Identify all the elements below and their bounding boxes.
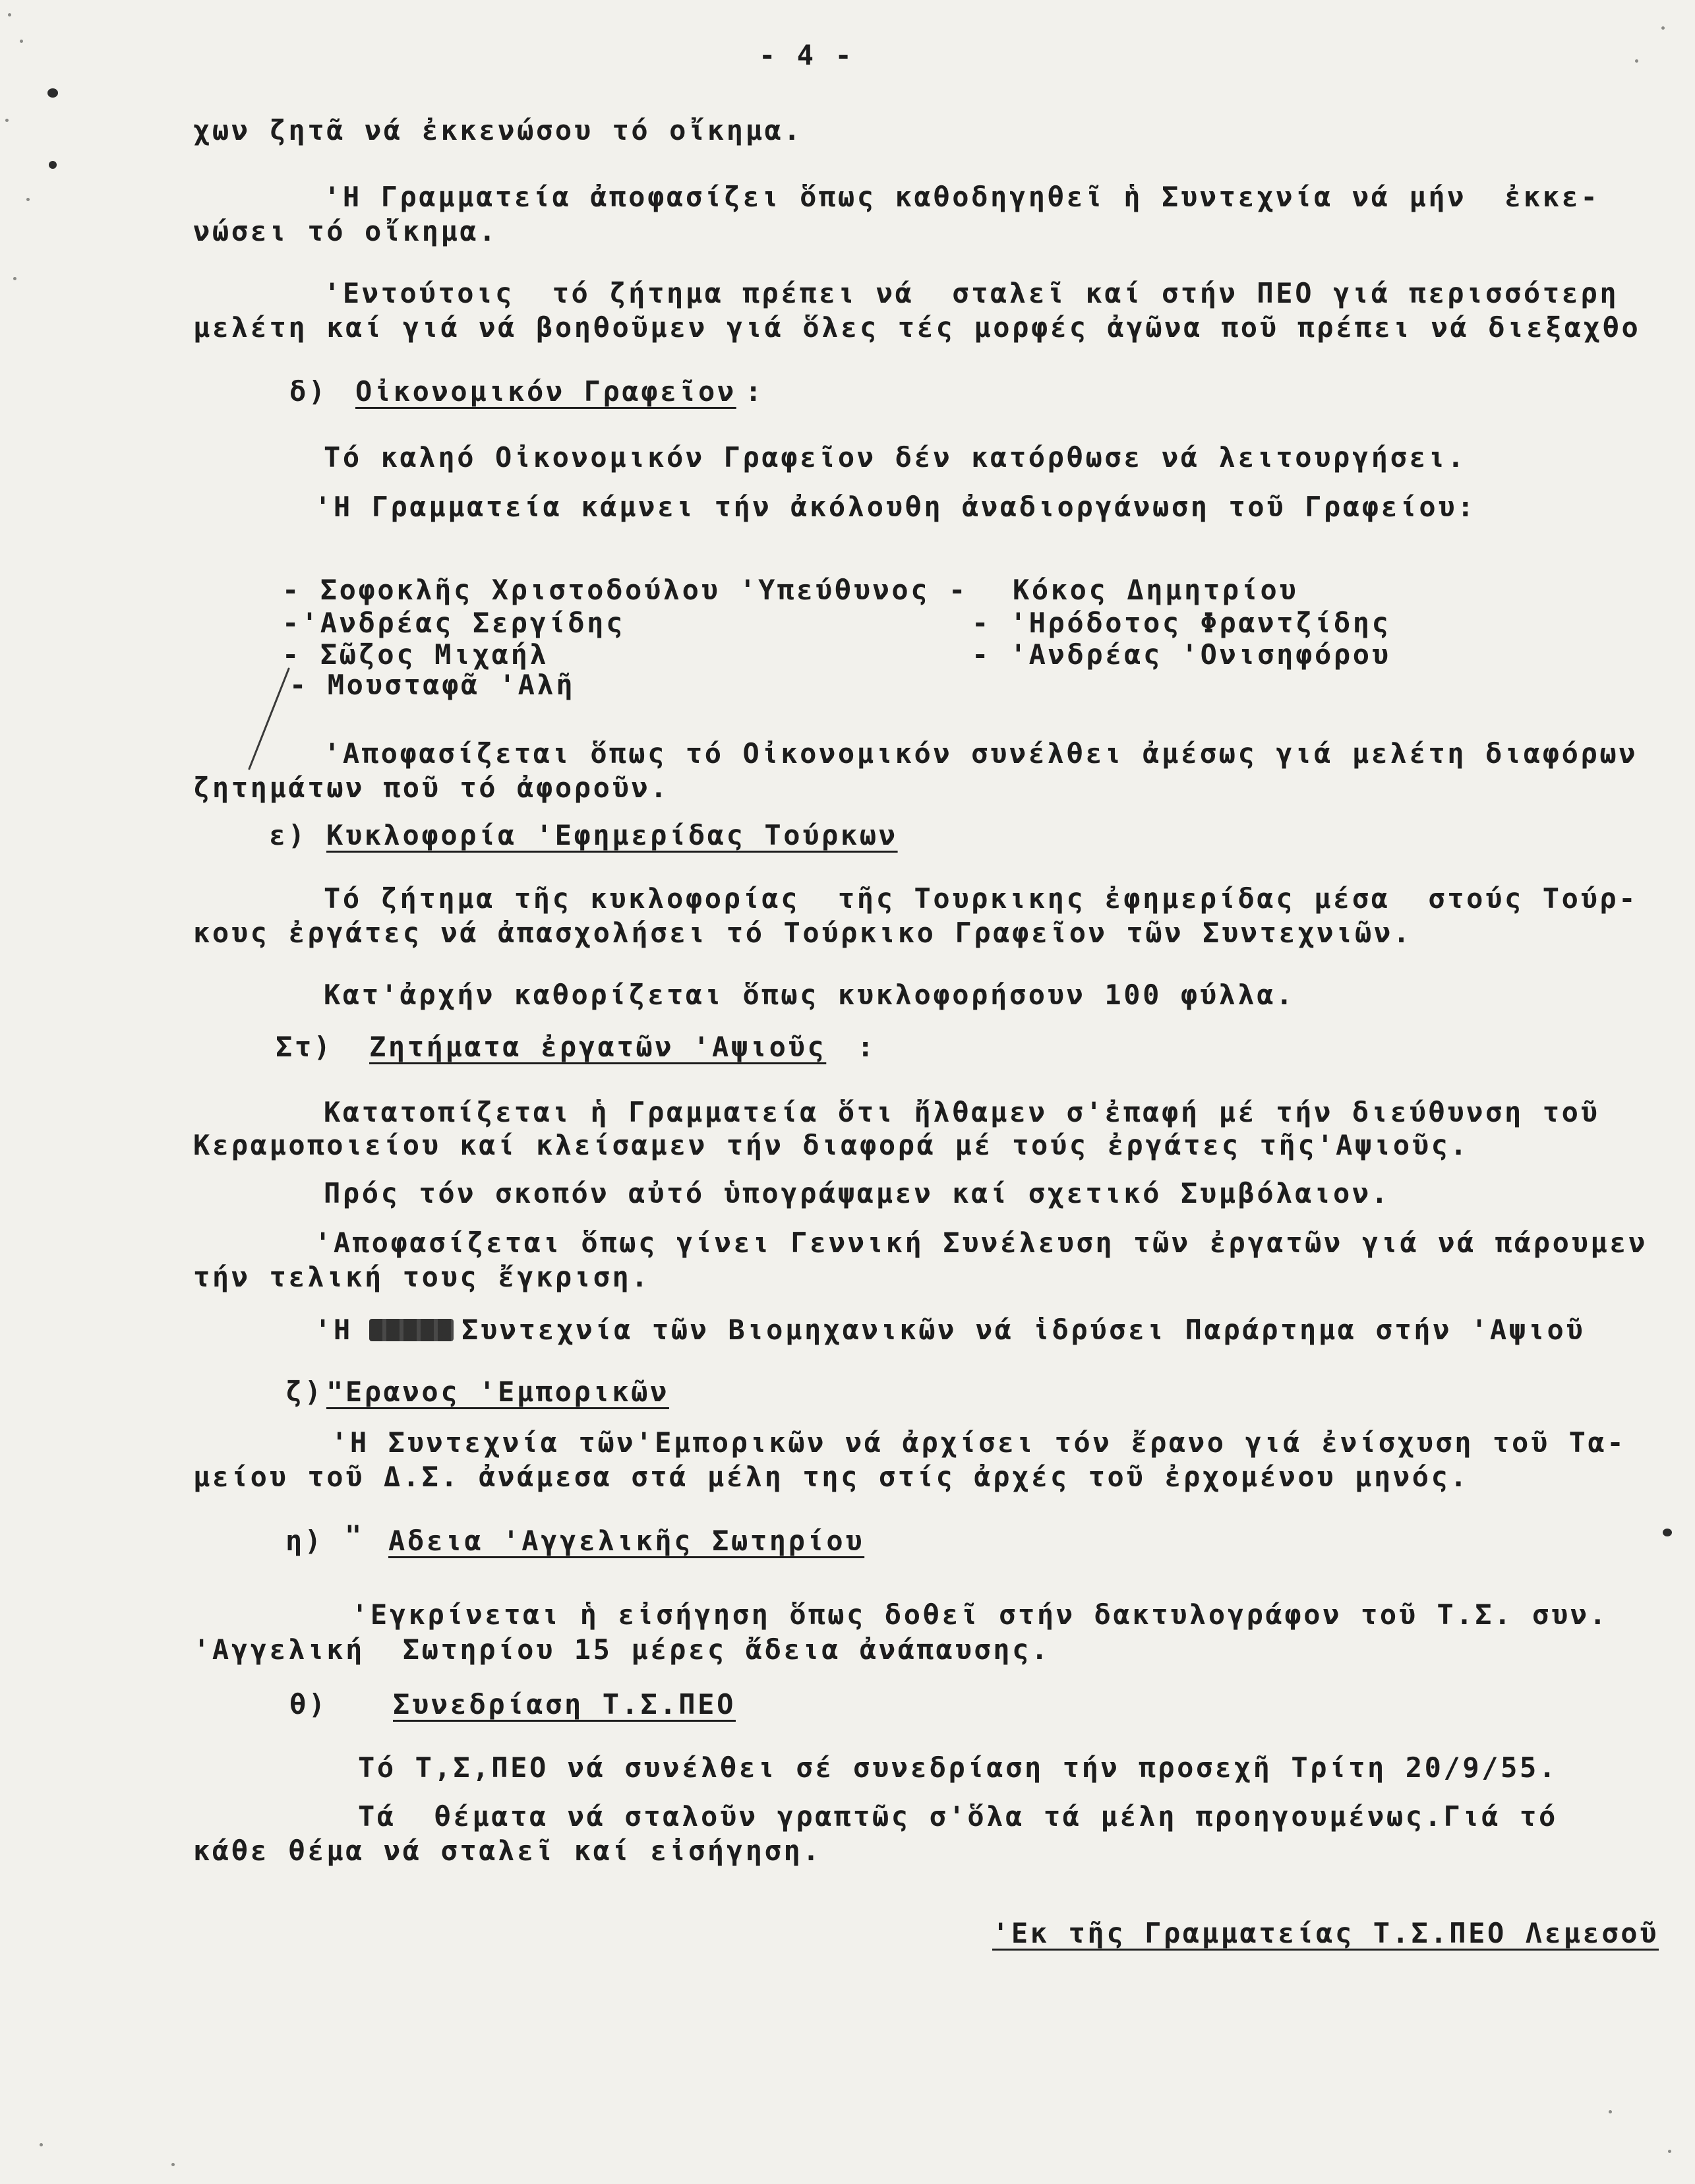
paper-speck: [26, 198, 30, 201]
section-title: Οἰκονομικόν Γραφεῖον: [355, 375, 736, 408]
list-item: - Μουσταφᾶ 'Αλῆ: [289, 669, 576, 701]
text-line: 'Η Γραμματεία ἀποφασίζει ὅπως καθοδηγηθεῖ ἡ Συντεχνία νά μήν ἐκκε-: [324, 181, 1600, 213]
paper-speck: [1609, 2110, 1612, 2113]
section-label: η): [285, 1525, 324, 1557]
text-line: νώσει τό οἴκημα.: [193, 215, 498, 247]
text-line: Τά θέματα νά σταλοῦν γραπτῶς σ'ὅλα τά μέλη προηγουμένως.Γιά τό: [358, 1800, 1558, 1833]
text-line: Τό Τ,Σ,ΠΕΟ νά συνέλθει σέ συνεδρίαση τήν προσεχῆ Τρίτη 20/9/55.: [358, 1751, 1558, 1784]
text-line: κάθε θέμα νά σταλεῖ καί εἰσήγηση.: [193, 1835, 822, 1867]
text-line: 'Εγκρίνεται ἡ εἰσήγηση ὅπως δοθεῖ στήν δακτυλογράφον τοῦ Τ.Σ. συν.: [351, 1598, 1609, 1631]
paper-speck: [1668, 2150, 1671, 2153]
text-line: Κατ'ἀρχήν καθορίζεται ὅπως κυκλοφορήσουν 100 φύλλα.: [324, 979, 1295, 1011]
overtyped-word: [369, 1319, 454, 1341]
text-line: κους ἐργάτες νά ἀπασχολήσει τό Τούρκικο Γραφεῖον τῶν Συντεχνιῶν.: [193, 917, 1412, 949]
text-line: μείου τοῦ Δ.Σ. ἀνάμεσα στά μέλη της στίς ἀρχές τοῦ ἐρχομένου μηνός.: [193, 1461, 1470, 1493]
paper-speck: [1635, 59, 1638, 63]
text-line: 'Η: [314, 1314, 353, 1346]
text-line: Συντεχνία τῶν Βιομηχανικῶν νά ἱδρύσει Παράρτημα στήν 'Αψιοῦ: [461, 1314, 1586, 1346]
section-title: Ζητήματα ἐργατῶν 'Αψιοῦς: [369, 1031, 827, 1063]
paper-speck: [13, 277, 16, 280]
section-title: "Ερανος 'Εμπορικῶν: [326, 1376, 669, 1408]
list-item: -'Ανδρέας Σεργίδης: [282, 607, 625, 639]
text-line: 'Η Γραμματεία κάμνει τήν ἀκόλουθη ἀναδιοργάνωση τοῦ Γραφείου:: [314, 491, 1477, 523]
section-label: ζ): [285, 1376, 324, 1408]
text-line: 'Αποφασίζεται ὅπως γίνει Γεννική Συνέλευση τῶν ἐργατῶν γιά νά πάρουμεν: [314, 1227, 1648, 1259]
paper-speck: [171, 2163, 175, 2166]
list-item: - Σῶζος Μιχαήλ: [282, 638, 549, 671]
text-line: χων ζητᾶ νά ἐκκενώσου τό οἴκημα.: [193, 114, 803, 146]
section-label: δ): [289, 375, 328, 408]
section-suffix: :: [857, 1031, 876, 1063]
paper-speck: [8, 13, 11, 16]
text-line: Τό ζήτημα τῆς κυκλοφορίας τῆς Τουρκικης ἐφημερίδας μέσα στούς Τούρ-: [324, 882, 1638, 915]
paper-speck: [20, 40, 23, 43]
margin-dot: [47, 88, 58, 98]
list-item: - Σοφοκλῆς Χριστοδούλου 'Υπεύθυνος -: [282, 574, 968, 606]
text-line: ζητημάτων ποῦ τό ἀφοροῦν.: [193, 772, 670, 804]
signature-line: 'Εκ τῆς Γραμματείας Τ.Σ.ΠΕΟ Λεμεσοῦ: [992, 1917, 1659, 1949]
paper-speck: [5, 119, 9, 122]
list-item: - 'Ηρόδοτος Φραντζίδης: [972, 607, 1391, 639]
section-label: θ): [289, 1688, 328, 1720]
margin-dot: [49, 161, 57, 169]
paper-speck: [40, 2143, 43, 2146]
paper-speck: [1661, 26, 1665, 30]
text-line: 'Αγγελική Σωτηρίου 15 μέρες ἄδεια ἀνάπαυσης.: [193, 1633, 1050, 1666]
section-label: Στ): [276, 1031, 333, 1063]
section-title: Συνεδρίαση Τ.Σ.ΠΕΟ: [393, 1688, 736, 1720]
list-item: - 'Ανδρέας 'Ονισηφόρου: [972, 638, 1391, 671]
text-line: Πρός τόν σκοπόν αὐτό ὑπογράψαμεν καί σχετικό Συμβόλαιον.: [324, 1177, 1390, 1209]
section-label: ε): [269, 819, 307, 851]
text-line: 'Εντούτοις τό ζήτημα πρέπει νά σταλεῖ καί στήν ΠΕΟ γιά περισσότερη: [324, 277, 1619, 309]
section-suffix: :: [745, 375, 764, 408]
text-line: 'Αποφασίζεται ὅπως τό Οἰκονομικόν συνέλθει ἀμέσως γιά μελέτη διαφόρων: [324, 737, 1638, 770]
section-mark: ": [345, 1519, 364, 1552]
section-title: Κυκλοφορία 'Εφημερίδας Τούρκων: [326, 819, 898, 851]
section-title: Αδεια 'Αγγελικῆς Σωτηρίου: [388, 1525, 865, 1557]
text-line: μελέτη καί γιά νά βοηθοῦμεν γιά ὅλες τές μορφές ἀγῶνα ποῦ πρέπει νά διεξαχθο: [193, 311, 1641, 344]
text-line: Κεραμοποιείου καί κλείσαμεν τήν διαφορά μέ τούς ἐργάτες τῆς'Αψιοῦς.: [193, 1129, 1470, 1161]
ink-blot: [1663, 1529, 1672, 1536]
list-item: Κόκος Δημητρίου: [1013, 574, 1299, 606]
text-line: τήν τελική τους ἔγκριση.: [193, 1261, 651, 1293]
text-line: 'Η Συντεχνία τῶν'Εμπορικῶν νά ἀρχίσει τόν ἔρανο γιά ἐνίσχυση τοῦ Τα-: [331, 1426, 1626, 1459]
page-number: - 4 -: [759, 39, 854, 71]
text-line: Τό καληό Οἰκονομικόν Γραφεῖον δέν κατόρθωσε νά λειτουργήσει.: [324, 441, 1467, 473]
text-line: Κατατοπίζεται ἡ Γραμματεία ὅτι ἤλθαμεν σ'ἐπαφή μέ τήν διεύθυνση τοῦ: [324, 1096, 1600, 1128]
